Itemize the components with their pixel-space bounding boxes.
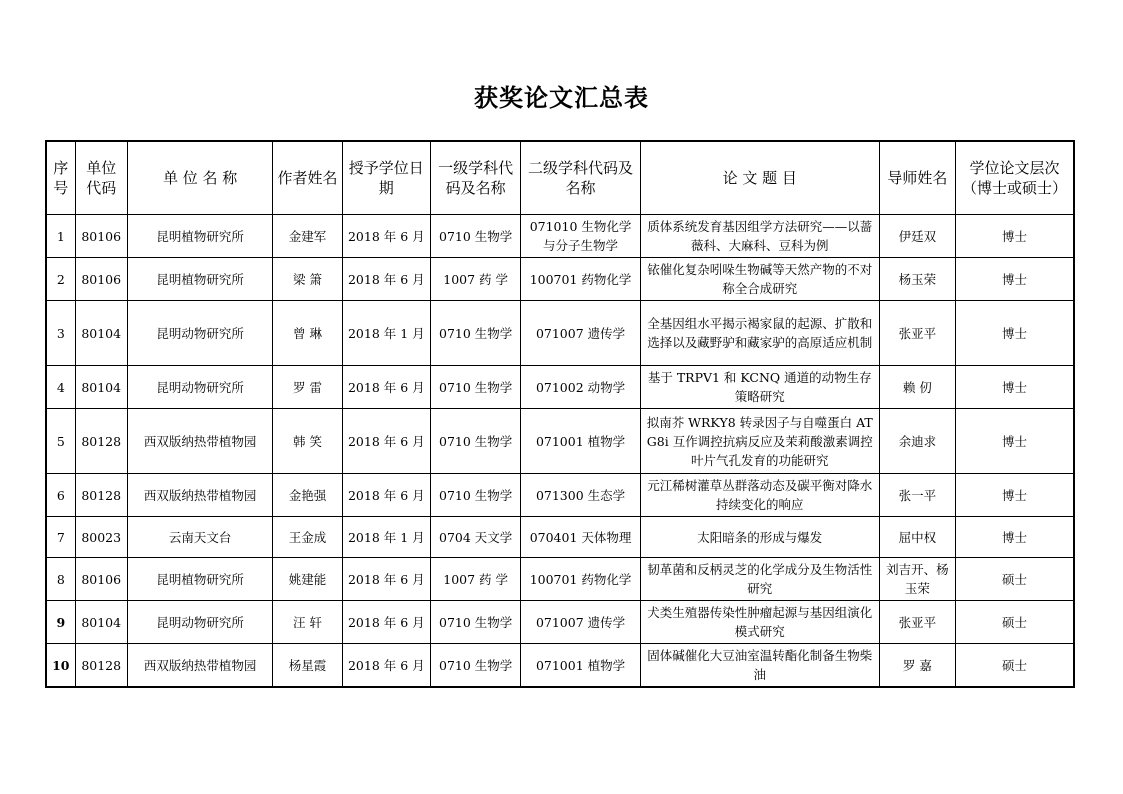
cell-first-subject: 0710 生物学 bbox=[430, 215, 520, 258]
table-header-row bbox=[46, 141, 1074, 215]
table-row bbox=[46, 258, 1074, 301]
cell-level: 博士 bbox=[956, 215, 1075, 258]
cell-thesis: 元江稀树灌草丛群落动态及碳平衡对降水持续变化的响应 bbox=[640, 474, 879, 517]
cell-code: 80023 bbox=[75, 517, 127, 558]
cell-advisor: 罗 嘉 bbox=[879, 644, 955, 688]
cell-level: 博士 bbox=[956, 517, 1075, 558]
cell-seq: 10 bbox=[46, 644, 75, 688]
header-seq: 序号 bbox=[46, 141, 75, 215]
cell-level: 博士 bbox=[956, 258, 1075, 301]
cell-seq: 2 bbox=[46, 258, 75, 301]
cell-advisor: 张亚平 bbox=[879, 601, 955, 644]
cell-unit: 西双版纳热带植物园 bbox=[127, 644, 273, 688]
cell-seq: 8 bbox=[46, 558, 75, 601]
cell-date: 2018 年 6 月 bbox=[342, 474, 430, 517]
cell-level: 硕士 bbox=[956, 601, 1075, 644]
table-row bbox=[46, 517, 1074, 558]
cell-first-subject: 0710 生物学 bbox=[430, 301, 520, 366]
table-row bbox=[46, 301, 1074, 366]
cell-code: 80128 bbox=[75, 644, 127, 688]
cell-thesis: 全基因组水平揭示褐家鼠的起源、扩散和选择以及藏野驴和藏家驴的高原适应机制 bbox=[640, 301, 879, 366]
cell-unit: 昆明动物研究所 bbox=[127, 366, 273, 409]
header-advisor: 导师姓名 bbox=[879, 141, 955, 215]
cell-unit: 云南天文台 bbox=[127, 517, 273, 558]
cell-unit: 昆明植物研究所 bbox=[127, 258, 273, 301]
header-thesis-title: 论 文 题 目 bbox=[640, 141, 879, 215]
header-unit-code: 单位代码 bbox=[75, 141, 127, 215]
cell-thesis: 铱催化复杂吲哚生物碱等天然产物的不对称全合成研究 bbox=[640, 258, 879, 301]
cell-code: 80106 bbox=[75, 215, 127, 258]
table-row bbox=[46, 474, 1074, 517]
cell-seq: 4 bbox=[46, 366, 75, 409]
cell-seq: 9 bbox=[46, 601, 75, 644]
cell-unit: 昆明植物研究所 bbox=[127, 558, 273, 601]
cell-first-subject: 0710 生物学 bbox=[430, 474, 520, 517]
cell-date: 2018 年 1 月 bbox=[342, 517, 430, 558]
cell-date: 2018 年 6 月 bbox=[342, 366, 430, 409]
cell-first-subject: 0704 天文学 bbox=[430, 517, 520, 558]
cell-date: 2018 年 6 月 bbox=[342, 409, 430, 474]
cell-advisor: 屈中权 bbox=[879, 517, 955, 558]
cell-second-subject: 071007 遗传学 bbox=[521, 601, 640, 644]
cell-thesis: 犬类生殖器传染性肿瘤起源与基因组演化模式研究 bbox=[640, 601, 879, 644]
cell-thesis: 韧革菌和反柄灵芝的化学成分及生物活性研究 bbox=[640, 558, 879, 601]
cell-seq: 5 bbox=[46, 409, 75, 474]
cell-code: 80104 bbox=[75, 301, 127, 366]
cell-author: 曾 琳 bbox=[273, 301, 342, 366]
header-author: 作者姓名 bbox=[273, 141, 342, 215]
cell-author: 王金成 bbox=[273, 517, 342, 558]
cell-level: 博士 bbox=[956, 366, 1075, 409]
cell-unit: 昆明动物研究所 bbox=[127, 601, 273, 644]
cell-date: 2018 年 6 月 bbox=[342, 601, 430, 644]
cell-advisor: 刘吉开、杨玉荣 bbox=[879, 558, 955, 601]
cell-second-subject: 100701 药物化学 bbox=[521, 558, 640, 601]
table-row bbox=[46, 558, 1074, 601]
header-second-subject: 二级学科代码及名称 bbox=[521, 141, 640, 215]
cell-second-subject: 071001 植物学 bbox=[521, 409, 640, 474]
cell-author: 金建军 bbox=[273, 215, 342, 258]
cell-first-subject: 1007 药 学 bbox=[430, 258, 520, 301]
cell-second-subject: 071010 生物化学与分子生物学 bbox=[521, 215, 640, 258]
cell-code: 80104 bbox=[75, 601, 127, 644]
table-row bbox=[46, 409, 1074, 474]
cell-advisor: 张亚平 bbox=[879, 301, 955, 366]
awards-summary-table bbox=[45, 140, 1075, 688]
cell-thesis: 拟南芥 WRKY8 转录因子与自噬蛋白 ATG8i 互作调控抗病反应及茉莉酸激素调控叶片气孔发育的功能研究 bbox=[640, 409, 879, 474]
cell-advisor: 杨玉荣 bbox=[879, 258, 955, 301]
table-row bbox=[46, 644, 1074, 688]
cell-level: 博士 bbox=[956, 409, 1075, 474]
header-degree-date: 授予学位日期 bbox=[342, 141, 430, 215]
cell-level: 硕士 bbox=[956, 644, 1075, 688]
cell-unit: 昆明动物研究所 bbox=[127, 301, 273, 366]
cell-thesis: 太阳暗条的形成与爆发 bbox=[640, 517, 879, 558]
cell-unit: 西双版纳热带植物园 bbox=[127, 474, 273, 517]
cell-first-subject: 0710 生物学 bbox=[430, 601, 520, 644]
cell-date: 2018 年 6 月 bbox=[342, 258, 430, 301]
cell-advisor: 张一平 bbox=[879, 474, 955, 517]
cell-unit: 西双版纳热带植物园 bbox=[127, 409, 273, 474]
cell-second-subject: 070401 天体物理 bbox=[521, 517, 640, 558]
cell-code: 80106 bbox=[75, 558, 127, 601]
cell-thesis: 固体碱催化大豆油室温转酯化制备生物柴油 bbox=[640, 644, 879, 688]
header-unit-name: 单 位 名 称 bbox=[127, 141, 273, 215]
table-row bbox=[46, 366, 1074, 409]
cell-level: 博士 bbox=[956, 474, 1075, 517]
cell-seq: 1 bbox=[46, 215, 75, 258]
cell-second-subject: 100701 药物化学 bbox=[521, 258, 640, 301]
cell-author: 金艳强 bbox=[273, 474, 342, 517]
cell-first-subject: 1007 药 学 bbox=[430, 558, 520, 601]
cell-level: 博士 bbox=[956, 301, 1075, 366]
cell-advisor: 余迪求 bbox=[879, 409, 955, 474]
cell-seq: 3 bbox=[46, 301, 75, 366]
cell-second-subject: 071007 遗传学 bbox=[521, 301, 640, 366]
table-row bbox=[46, 601, 1074, 644]
cell-author: 汪 轩 bbox=[273, 601, 342, 644]
cell-advisor: 伊廷双 bbox=[879, 215, 955, 258]
header-degree-level: 学位论文层次（博士或硕士） bbox=[956, 141, 1075, 215]
cell-thesis: 基于 TRPV1 和 KCNQ 通道的动物生存策略研究 bbox=[640, 366, 879, 409]
cell-code: 80128 bbox=[75, 474, 127, 517]
cell-seq: 6 bbox=[46, 474, 75, 517]
cell-thesis: 质体系统发育基因组学方法研究——以蔷薇科、大麻科、豆科为例 bbox=[640, 215, 879, 258]
cell-code: 80128 bbox=[75, 409, 127, 474]
cell-author: 梁 箫 bbox=[273, 258, 342, 301]
cell-author: 姚建能 bbox=[273, 558, 342, 601]
cell-seq: 7 bbox=[46, 517, 75, 558]
cell-date: 2018 年 6 月 bbox=[342, 558, 430, 601]
cell-first-subject: 0710 生物学 bbox=[430, 644, 520, 688]
cell-code: 80104 bbox=[75, 366, 127, 409]
cell-author: 罗 雷 bbox=[273, 366, 342, 409]
cell-code: 80106 bbox=[75, 258, 127, 301]
cell-second-subject: 071300 生态学 bbox=[521, 474, 640, 517]
cell-first-subject: 0710 生物学 bbox=[430, 409, 520, 474]
cell-author: 杨星霞 bbox=[273, 644, 342, 688]
table-row bbox=[46, 215, 1074, 258]
cell-date: 2018 年 6 月 bbox=[342, 644, 430, 688]
cell-date: 2018 年 6 月 bbox=[342, 215, 430, 258]
cell-date: 2018 年 1 月 bbox=[342, 301, 430, 366]
header-first-subject: 一级学科代码及名称 bbox=[430, 141, 520, 215]
cell-level: 硕士 bbox=[956, 558, 1075, 601]
cell-first-subject: 0710 生物学 bbox=[430, 366, 520, 409]
cell-second-subject: 071002 动物学 bbox=[521, 366, 640, 409]
cell-advisor: 赖 仞 bbox=[879, 366, 955, 409]
cell-second-subject: 071001 植物学 bbox=[521, 644, 640, 688]
cell-author: 韩 笑 bbox=[273, 409, 342, 474]
page-title: 获奖论文汇总表 bbox=[474, 84, 649, 112]
cell-unit: 昆明植物研究所 bbox=[127, 215, 273, 258]
